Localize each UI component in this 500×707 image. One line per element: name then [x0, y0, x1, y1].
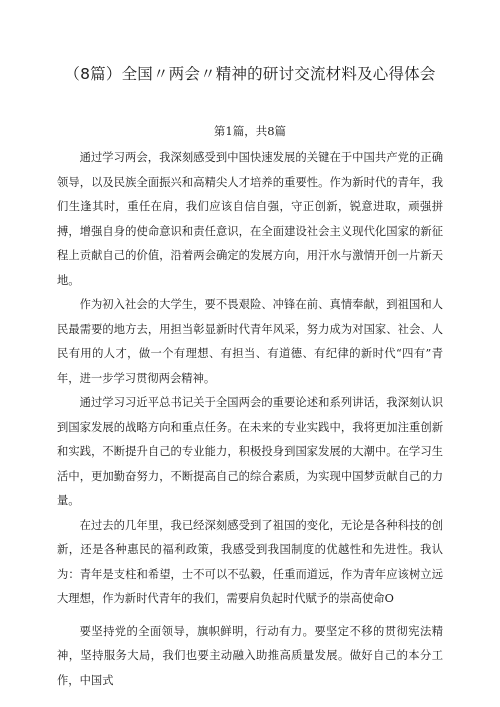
paragraph: 要坚持党的全面领导，旗帜鲜明，行动有力。要坚定不移的贯彻宪法精神，坚持服务大局，我们也要主动融入助推高质量发展。做好自己的本分工作，中国式: [57, 624, 443, 687]
paragraph: 通过学习习近平总书记关于全国两会的重要论述和系列讲话，我深刻认识到国家发展的战略方向和重点任务。在未来的专业实践中，我将更加注重创新和实践，不断提升自己的专业能力，积极投身到国家发展的大潮中。在学习生活中，更加勤奋努力，不断提高自己的综合素质，为实现中国梦贡献自己的力量。: [57, 396, 443, 507]
paragraph: 在过去的几年里，我已经深刻感受到了祖国的变化，无论是各种科技的创新，还是各种惠民的福利政策，我感受到我国制度的优越性和先进性。我认为：青年是支柱和希望，士不可以不弘毅，任重而道远，作为青年应该树立远大理想，作为新时代青年的我们，需要肩负起时代赋予的崇高使命O: [57, 518, 443, 605]
paragraph: 作为初入社会的大学生，要不畏艰险、冲锋在前、真情奉献，到祖国和人民最需要的地方去，用担当彰显新时代青年风采，努力成为对国家、社会、人民有用的人才，做一个有理想、有担当、有道德、有纪律的新时代“四有”青年，进一步学习贯彻两会精神。: [57, 298, 443, 385]
document-body: [57, 146, 443, 693]
paragraph: 通过学习两会，我深刻感受到中国快速发展的关键在于中国共产党的正确领导，以及民族全面振兴和高精尖人才培养的重要性。作为新时代的青年，我们生逢其时，重任在肩，我们应该自信自强，守正创新，锐意进取，顽强拼搏，增强自身的使命意识和责任意识，在全面建设社会主义现代化国家的新征程上贡献自己的价值，沿着两会确定的发展方向，用汗水与激情开创一片新天地。: [57, 151, 443, 287]
document-title: （8篇）全国〃两会〃精神的研讨交流材料及心得体会: [64, 65, 436, 83]
section-heading: 第1篇，共8篇: [213, 124, 287, 138]
